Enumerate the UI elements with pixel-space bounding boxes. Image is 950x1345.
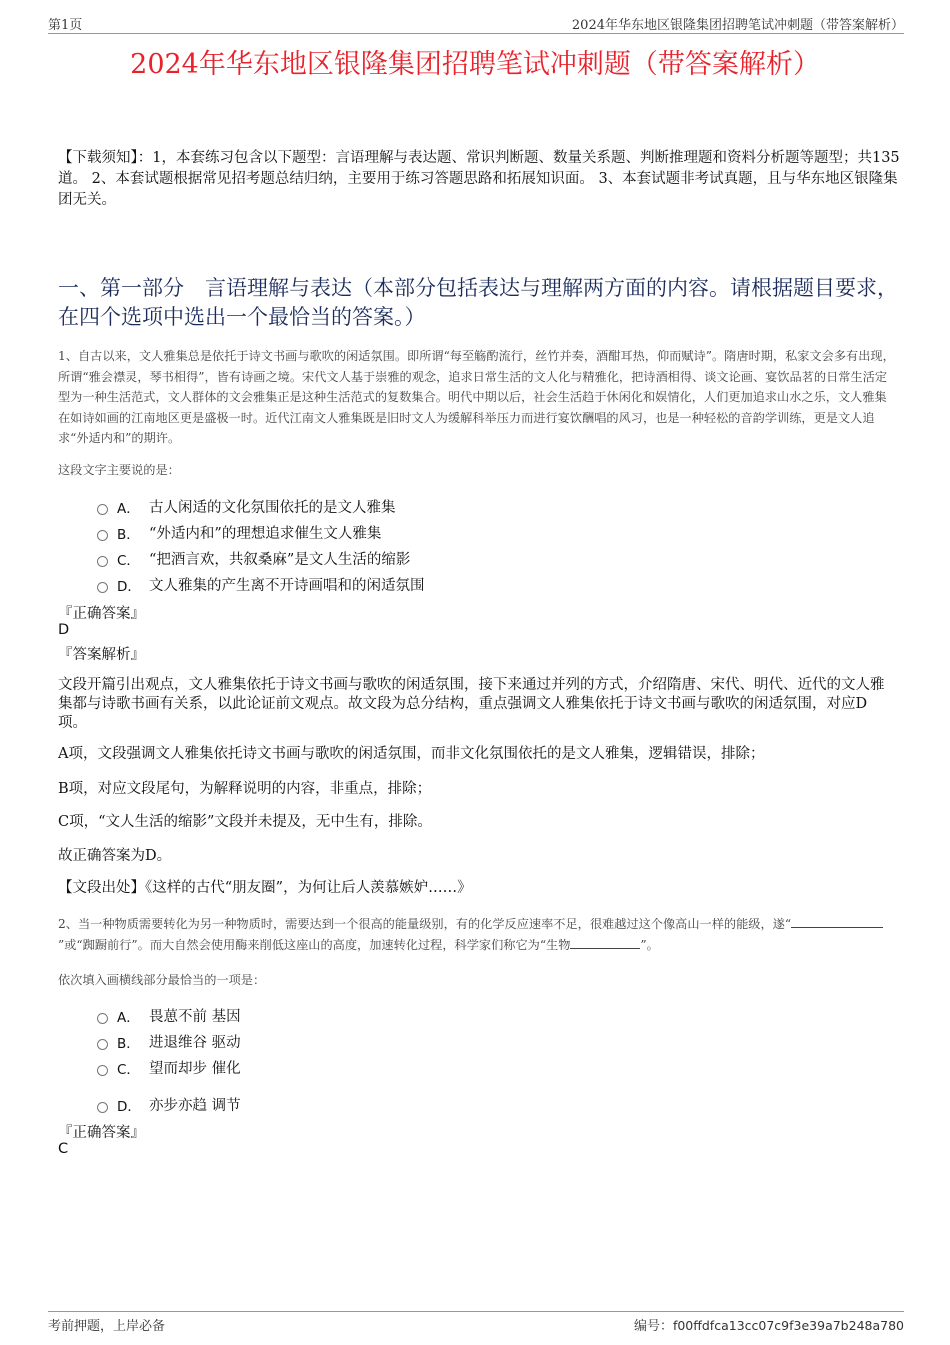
option-letter: C． [117,552,140,569]
option-letter: B． [117,526,140,543]
q2-option-a[interactable] [97,1005,241,1026]
q2-text-part: 2、当一种物质需要转化为另一种物质时，需要达到一个很高的能量级别，有的化学反应速率不足，很难越过这个像高山一样的能级，遂“ [58,917,792,931]
header-doc-title: 2024年华东地区银隆集团招聘笔试冲刺题（带答案解析） [571,18,904,33]
q1-analysis-para: A项，文段强调文人雅集依托诗文书画与歌吹的闲适氛围，而非文化氛围依托的是文人雅集，逻辑错误，排除； [58,746,765,762]
q1-analysis-para: 文段开篇引出观点，文人雅集依托于诗文书画与歌吹的闲适氛围，接下来通过并列的方式，介绍隋唐、宋代、明代、近代的文人雅集都与诗歌书画有关系，以此论证前文观点。故文段为总分结构，重点强调文人雅集依托于诗文书画与歌吹的闲适氛围，对应D项。 [58,677,885,731]
question-2-text [58,914,898,955]
footer-slogan: 考前押题，上岸必备 [48,1319,166,1334]
option-letter: D． [117,1098,141,1115]
option-text: 望而却步 催化 [149,1061,241,1077]
footer-divider [48,1311,904,1312]
radio-icon[interactable] [97,1013,108,1024]
q1-analysis-para: C项，“文人生活的缩影”文段并未提及，无中生有，排除。 [58,814,432,830]
radio-icon[interactable] [97,556,108,567]
q2-option-d[interactable] [97,1094,241,1115]
q1-answer-label: 『正确答案』 [58,606,145,622]
section-heading: 一、第一部分 言语理解与表达（本部分包括表达与理解两方面的内容。请根据题目要求，在四个选项中选出一个最恰当的答案。） [58,276,898,329]
question-1-text: 1、自古以来，文人雅集总是依托于诗文书画与歌吹的闲适氛围。即所谓“每至觞酌流行，丝竹并奏，酒酣耳热，仰而赋诗”。隋唐时期，私家文会多有出现，所谓“雅会襟灵，琴书相得”，皆有诗画之境。宋代文人基于崇雅的观念，追求日常生活的文人化与精雅化，把诗酒相得、谈文论画、宴饮品茗的日常生活定型为一种生活范式，文人群体的文会雅集正是这种生活范式的复数集合。明代中期以后，社会生活趋于休闲化和娱情化，人们更加追求山水之乐，文人雅集在如诗如画的江南地区更是盛极一时。近代江南文人雅集既是旧时文人为缓解科举压力而进行宴饮酬唱的风习，也是一种轻松的音韵学训练，更是文人追求“外适内和”的期许。 [58,349,895,445]
option-letter: A． [117,1009,140,1026]
q1-option-a[interactable] [97,496,396,517]
option-letter: B． [117,1035,140,1052]
q1-source: 【文段出处】《这样的古代“朋友圈”，为何让后人羡慕嫉妒……》 [58,880,472,896]
q2-text-part: ”。 [640,937,659,952]
option-text: “外适内和”的理想追求催生文人雅集 [149,526,382,542]
footer-code-value: f00ffdfca13cc07c9f3e39a7b248a780 [672,1318,904,1333]
option-letter: C． [117,1061,140,1078]
radio-icon[interactable] [97,530,108,541]
option-text: “把酒言欢，共叙桑麻”是文人生活的缩影 [149,552,411,568]
q2-answer-label: 『正确答案』 [58,1125,145,1141]
q1-option-b[interactable] [97,522,381,543]
q2-text-part: ”或“踟蹰前行”。而大自然会使用酶来削低这座山的高度，加速转化过程，科学家们称它为“生物 [58,937,571,952]
radio-icon[interactable] [97,582,108,593]
option-text: 亦步亦趋 调节 [149,1098,241,1114]
q1-analysis-label: 『答案解析』 [58,647,145,663]
option-text: 畏葸不前 基因 [149,1009,241,1025]
download-notice: 【下载须知】：1，本套练习包含以下题型：言语理解与表达题、常识判断题、数量关系题、判断推理题和资料分析题等题型；共135道。 2、本套试题根据常见招考题总结归纳，主要用于练习答题思路和拓展知识面。 3、本套试题非考试真题，且与华东地区银隆集团无关。 [58,150,900,208]
blank-line [791,915,883,928]
option-letter: A． [117,500,140,517]
q1-option-d[interactable] [97,574,425,595]
q1-answer: D [58,622,70,638]
option-text: 古人闲适的文化氛围依托的是文人雅集 [149,500,396,516]
radio-icon[interactable] [97,1102,108,1113]
question-2-prompt: 依次填入画横线部分最恰当的一项是： [58,973,266,987]
document-title: 2024年华东地区银隆集团招聘笔试冲刺题（带答案解析） [130,49,820,80]
q1-analysis-para: B项，对应文段尾句，为解释说明的内容，非重点，排除； [58,781,432,797]
radio-icon[interactable] [97,1039,108,1050]
q2-option-b[interactable] [97,1031,241,1052]
page-number: 第1页 [48,18,83,33]
blank-line [570,936,640,949]
header-divider [48,33,904,34]
option-letter: D． [117,578,141,595]
q1-analysis-para: 故正确答案为D。 [58,848,172,864]
option-text: 文人雅集的产生离不开诗画唱和的闲适氛围 [149,578,425,594]
footer-code-label: 编号： [633,1319,673,1334]
question-1-prompt: 这段文字主要说的是： [58,463,180,477]
q1-option-c[interactable] [97,548,410,569]
option-text: 进退维谷 驱动 [149,1035,241,1051]
footer-code [634,1315,904,1334]
q2-option-c[interactable] [97,1057,241,1078]
radio-icon[interactable] [97,504,108,515]
radio-icon[interactable] [97,1065,108,1076]
q2-answer: C [58,1141,69,1157]
